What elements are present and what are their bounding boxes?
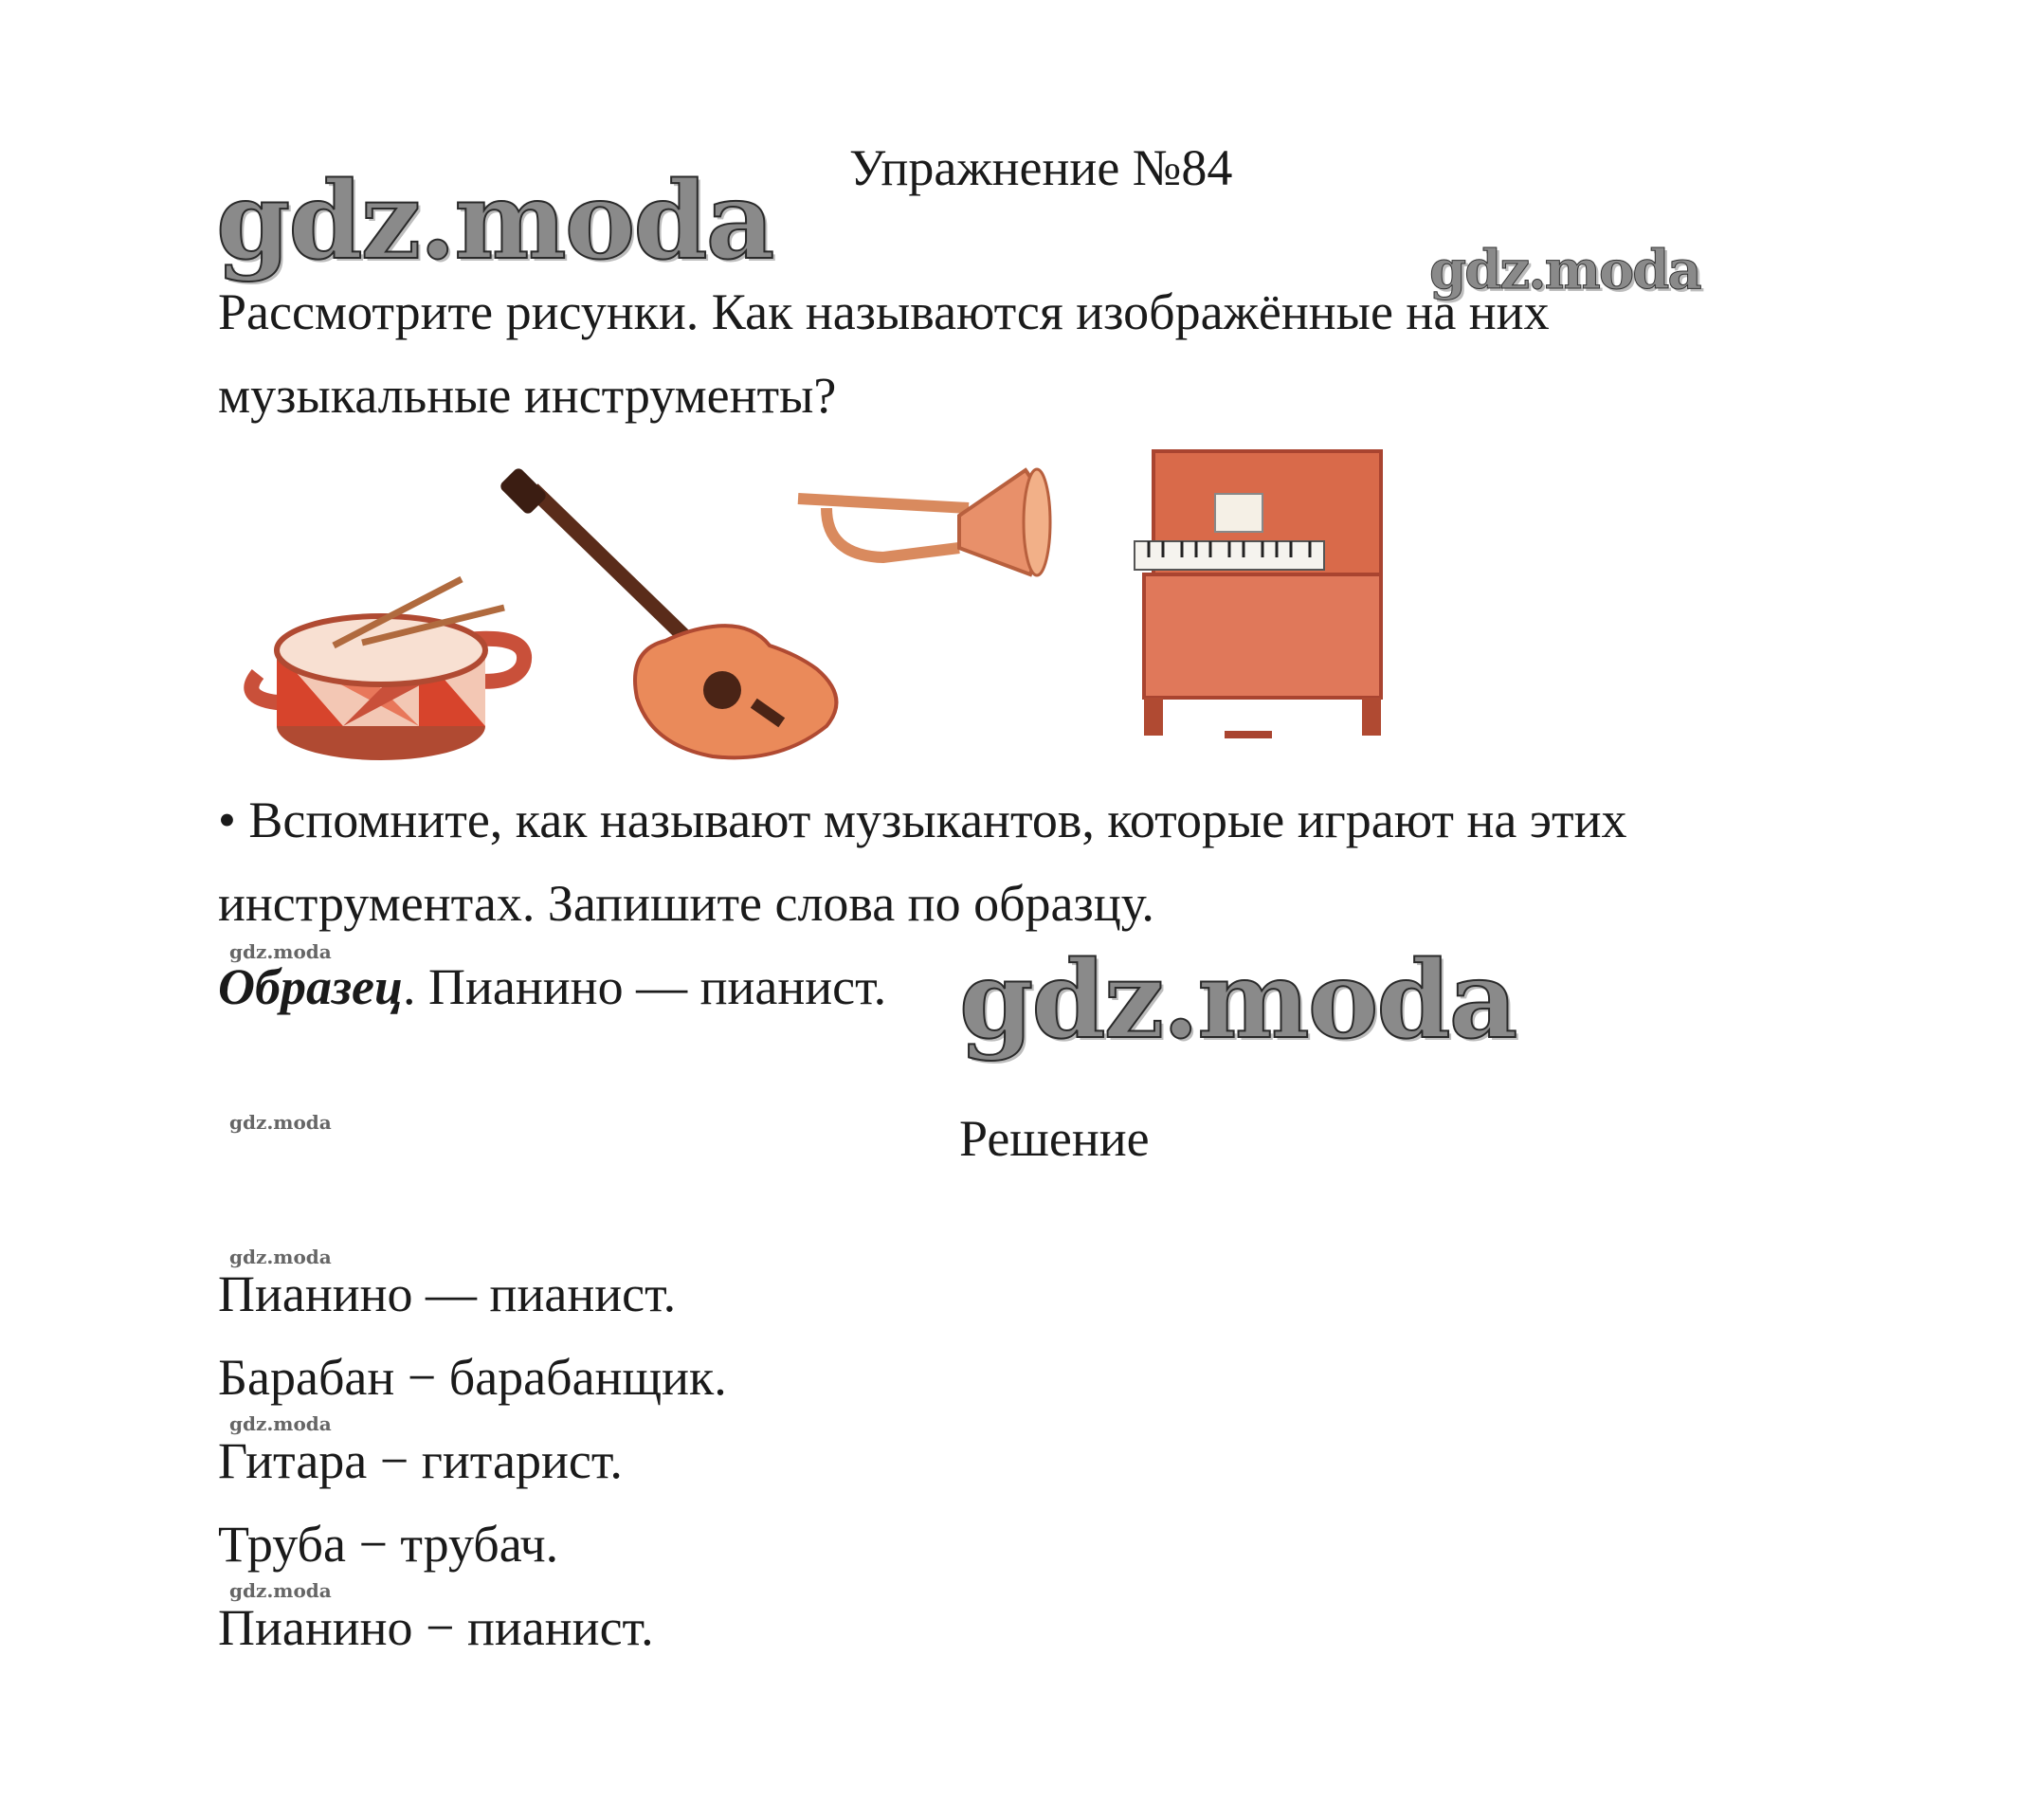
watermark-small: gdz.moda [229, 1246, 332, 1268]
drum-image [251, 579, 524, 760]
solution-heading: Решение [959, 1110, 1150, 1167]
exercise-title: Упражнение №84 [849, 139, 1233, 196]
task-text-line-4: инструментах. Запишите слова по образцу. [218, 875, 1154, 932]
answer-line: Труба − трубач. [218, 1516, 559, 1573]
watermark-logo-medium: gdz.moda [1429, 239, 1700, 301]
watermark-small: gdz.moda [229, 940, 332, 963]
watermark-logo-large: gdz.moda [959, 938, 1516, 1063]
piano-image [1130, 442, 1405, 764]
sample-label: Образец [218, 958, 404, 1015]
watermark-small: gdz.moda [229, 1111, 332, 1134]
answer-line: Пианино — пианист. [218, 1265, 677, 1322]
watermark-small: gdz.moda [229, 1579, 332, 1602]
sample-text: . Пианино — пианист. [403, 958, 887, 1015]
instruments-illustration [220, 442, 1405, 764]
task-text-line-3: • Вспомните, как называют музыкантов, которые играют на этих [218, 792, 1627, 848]
watermark-small: gdz.moda [229, 1412, 332, 1435]
task-text-line-2: музыкальные инструменты? [218, 367, 837, 424]
answer-line: Пианино − пианист. [218, 1599, 654, 1656]
sample-line [218, 958, 887, 1015]
watermark-logo-large: gdz.moda [216, 159, 773, 283]
answer-line: Гитара − гитарист. [218, 1432, 623, 1489]
guitar-image [499, 466, 837, 757]
task-text-line-1: Рассмотрите рисунки. Как называются изображённые на них [218, 283, 1550, 340]
answer-line: Барабан − барабанщик. [218, 1349, 727, 1406]
trumpet-image [798, 469, 1050, 575]
